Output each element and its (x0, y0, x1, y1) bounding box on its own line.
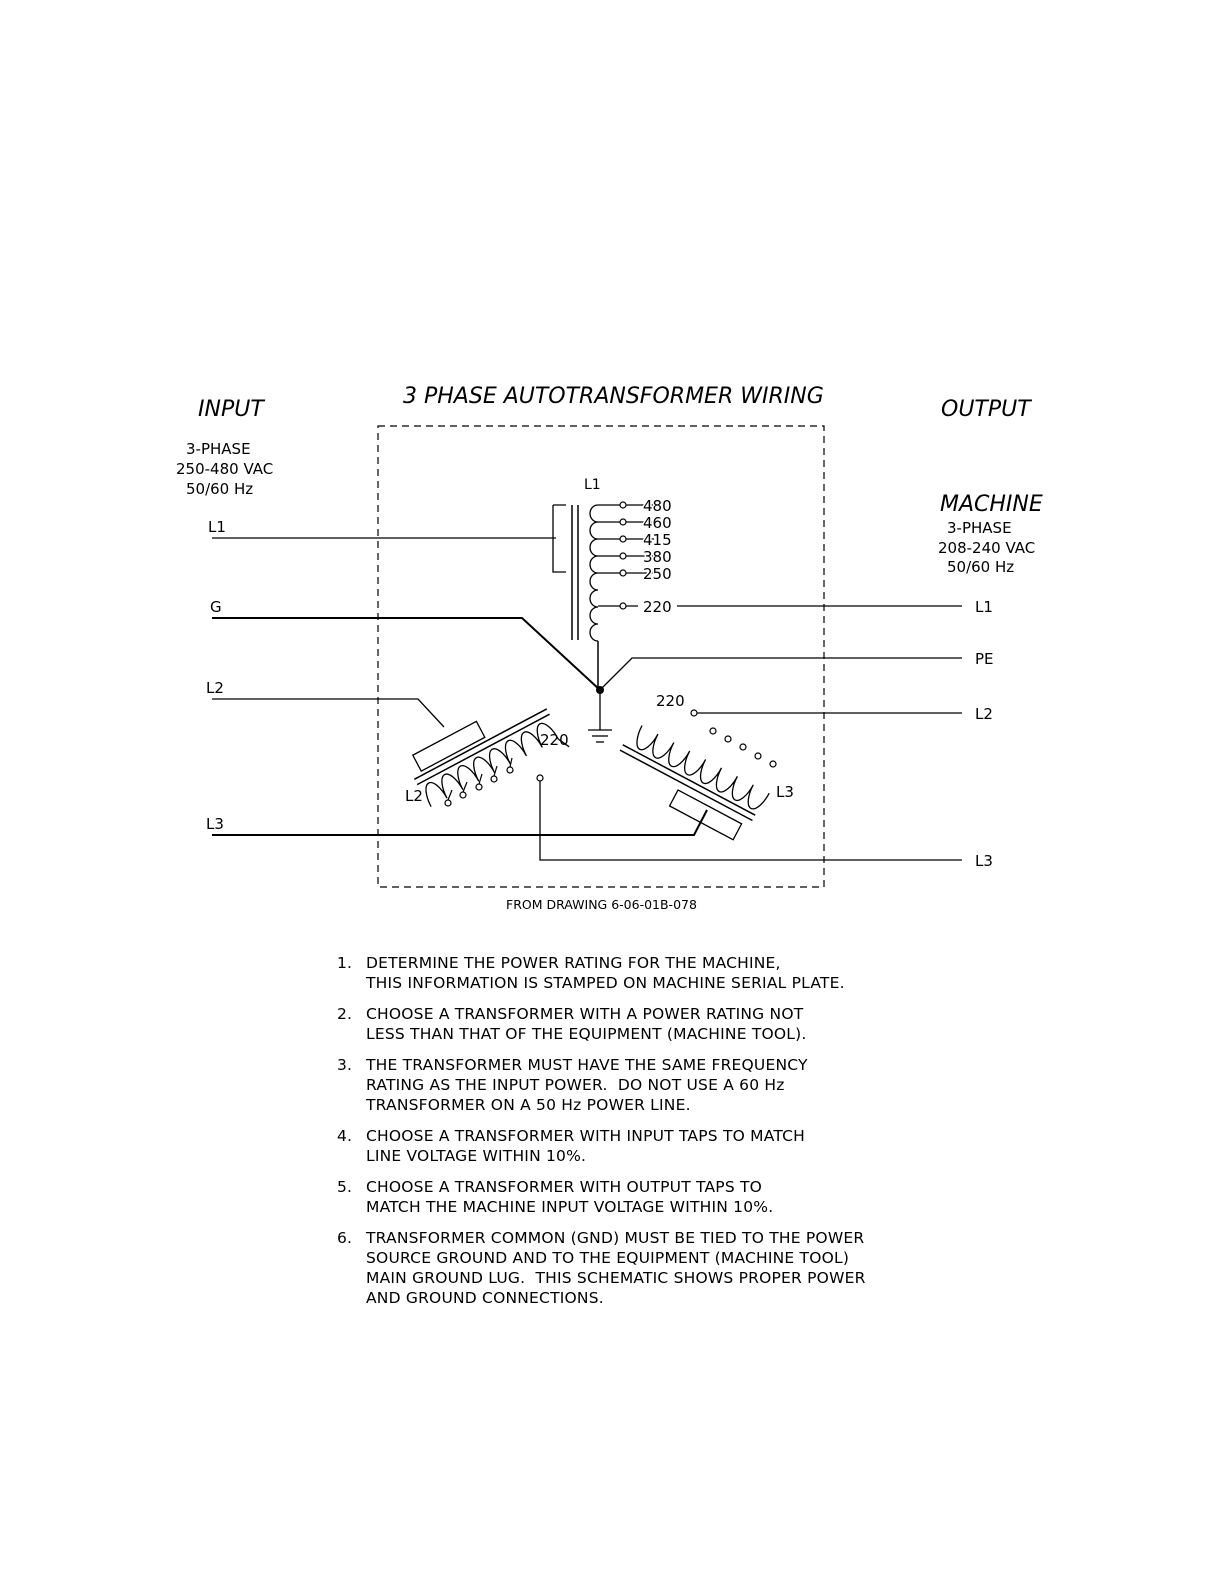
l3-coil (608, 722, 769, 845)
note-text (366, 1004, 807, 1044)
input-frequency: 50/60 Hz (186, 480, 254, 498)
note-number: 4. (337, 1127, 353, 1145)
output-l3-label: L3 (975, 852, 993, 870)
note-line: TRANSFORMER ON A 50 Hz POWER LINE. (366, 1096, 691, 1114)
notes-list (337, 953, 897, 1319)
l3-taps (691, 710, 776, 767)
tap-460: 460 (643, 514, 672, 532)
input-phase: 3-PHASE (186, 440, 251, 458)
l1-coil (553, 477, 601, 690)
input-l3-wire (212, 810, 707, 835)
note-item (337, 1228, 897, 1308)
output-voltage: 208-240 VAC (938, 539, 1036, 557)
note-item (337, 1055, 897, 1115)
note-number: 2. (337, 1005, 353, 1023)
note-line: MAIN GROUND LUG. THIS SCHEMATIC SHOWS PROPER POWER (366, 1269, 866, 1287)
tap-250: 250 (643, 565, 672, 583)
l3-coil-label: L3 (776, 783, 794, 801)
note-item (337, 953, 897, 993)
note-line: MATCH THE MACHINE INPUT VOLTAGE WITHIN 10%. (366, 1198, 774, 1216)
note-number: 5. (337, 1178, 353, 1196)
input-l2-wire (212, 699, 444, 727)
note-line: LINE VOLTAGE WITHIN 10%. (366, 1147, 587, 1165)
note-text (366, 1228, 866, 1308)
note-item (337, 1126, 897, 1166)
tap-220: 220 (643, 598, 672, 616)
note-item (337, 1177, 897, 1217)
note-text (366, 1177, 773, 1217)
note-line: CHOOSE A TRANSFORMER WITH INPUT TAPS TO MATCH (366, 1127, 805, 1145)
note-number: 3. (337, 1056, 353, 1074)
output-l2-label: L2 (975, 705, 993, 723)
input-l2-label: L2 (206, 679, 224, 697)
tap-380: 380 (643, 548, 672, 566)
output-frequency: 50/60 Hz (947, 558, 1015, 576)
note-text (366, 953, 845, 993)
note-line: CHOOSE A TRANSFORMER WITH OUTPUT TAPS TO (366, 1178, 763, 1196)
tap-480: 480 (643, 497, 672, 515)
note-item (337, 1004, 897, 1044)
l3-tap-220: 220 (656, 692, 685, 710)
output-pe-label: PE (975, 650, 994, 668)
input-voltage: 250-480 VAC (176, 460, 274, 478)
note-text (366, 1055, 808, 1115)
l2-coil (404, 689, 569, 819)
note-line: CHOOSE A TRANSFORMER WITH A POWER RATING NOT (366, 1005, 804, 1023)
note-line: LESS THAN THAT OF THE EQUIPMENT (MACHINE TOOL). (366, 1025, 807, 1043)
output-phase: 3-PHASE (947, 519, 1012, 537)
note-number: 1. (337, 954, 353, 972)
output-pe-wire (600, 658, 962, 690)
input-g-label: G (210, 598, 222, 616)
note-text (366, 1126, 805, 1166)
source-drawing-note: FROM DRAWING 6-06-01B-078 (506, 897, 697, 912)
input-l1-label: L1 (208, 518, 226, 536)
tap-415: 415 (643, 531, 672, 549)
note-line: THE TRANSFORMER MUST HAVE THE SAME FREQUENCY (366, 1056, 808, 1074)
machine-heading: MACHINE (940, 492, 1043, 517)
note-line: DETERMINE THE POWER RATING FOR THE MACHINE, (366, 954, 781, 972)
output-l1-label: L1 (975, 598, 993, 616)
input-heading: INPUT (198, 397, 264, 422)
note-line: THIS INFORMATION IS STAMPED ON MACHINE SERIAL PLATE. (366, 974, 845, 992)
l1-coil-label: L1 (584, 477, 601, 493)
l2-coil-label: L2 (405, 787, 423, 805)
note-line: TRANSFORMER COMMON (GND) MUST BE TIED TO THE POWER (366, 1229, 865, 1247)
l2-tap-220: 220 (540, 731, 569, 749)
diagram-title: 3 PHASE AUTOTRANSFORMER WIRING (403, 384, 824, 409)
note-line: RATING AS THE INPUT POWER. DO NOT USE A 60 Hz (366, 1076, 785, 1094)
transformer-enclosure (378, 426, 824, 887)
input-l3-label: L3 (206, 815, 224, 833)
ground-icon (588, 690, 612, 742)
note-line: AND GROUND CONNECTIONS. (366, 1289, 604, 1307)
output-heading: OUTPUT (941, 397, 1031, 422)
note-number: 6. (337, 1229, 353, 1247)
note-line: SOURCE GROUND AND TO THE EQUIPMENT (MACHINE TOOL) (366, 1249, 850, 1267)
input-g-wire (212, 618, 600, 690)
